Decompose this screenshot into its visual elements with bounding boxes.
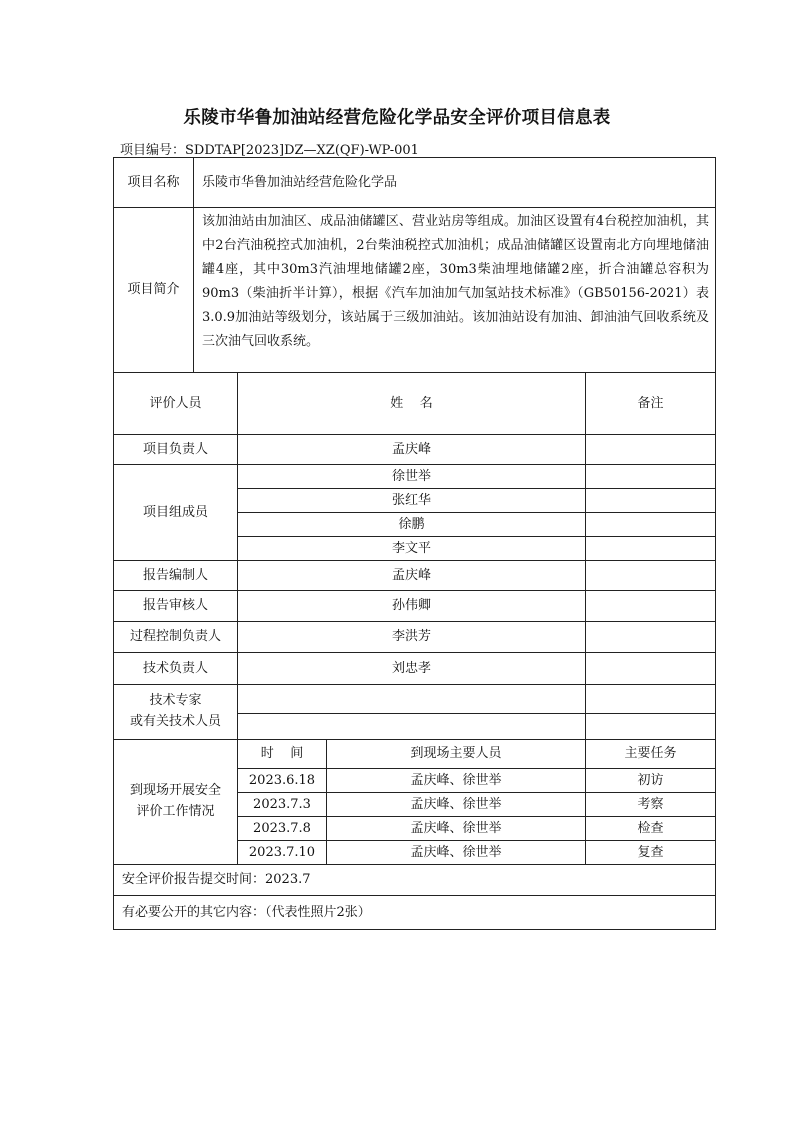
note-cell [586, 622, 716, 653]
member-name: 徐鹏 [238, 513, 586, 537]
note-cell [586, 489, 716, 513]
visit-people: 孟庆峰、徐世举 [327, 817, 586, 841]
leader-role: 项目负责人 [114, 435, 238, 465]
report-reviewer-role: 报告审核人 [114, 591, 238, 622]
expert-name-cell [238, 685, 586, 714]
visit-people: 孟庆峰、徐世举 [327, 769, 586, 793]
visit-task: 初访 [586, 769, 716, 793]
visit-time: 2023.7.3 [238, 793, 327, 817]
experts-role [114, 685, 238, 740]
project-name-value: 乐陵市华鲁加油站经营危险化学品 [194, 158, 716, 208]
process-controller-name: 李洪芳 [238, 622, 586, 653]
page-title: 乐陵市华鲁加油站经营危险化学品安全评价项目信息表 [183, 108, 611, 128]
member-name: 李文平 [238, 537, 586, 561]
note-cell [586, 561, 716, 591]
info-table [113, 157, 716, 930]
experts-role-line2: 或有关技术人员 [129, 714, 221, 729]
visits-role [114, 740, 238, 865]
expert-name-cell [238, 714, 586, 740]
member-name: 张红华 [238, 489, 586, 513]
project-name-label: 项目名称 [114, 158, 194, 208]
tech-lead-role: 技术负责人 [114, 653, 238, 685]
visit-task-header: 主要任务 [586, 740, 716, 769]
visit-people: 孟庆峰、徐世举 [327, 841, 586, 865]
visit-time: 2023.7.8 [238, 817, 327, 841]
visit-task: 检查 [586, 817, 716, 841]
report-reviewer-name: 孙伟卿 [238, 591, 586, 622]
visit-people: 孟庆峰、徐世举 [327, 793, 586, 817]
visit-people-header: 到现场主要人员 [327, 740, 586, 769]
staff-role-header: 评价人员 [114, 373, 238, 435]
visits-role-line1: 到现场开展安全 [129, 783, 221, 799]
process-controller-role: 过程控制负责人 [114, 622, 238, 653]
leader-name: 孟庆峰 [238, 435, 586, 465]
other-public-content: 有必要公开的其它内容：（代表性照片2张） [114, 896, 716, 930]
report-writer-role: 报告编制人 [114, 561, 238, 591]
visits-role-line2: 评价工作情况 [136, 804, 215, 819]
tech-lead-name: 刘忠孝 [238, 653, 586, 685]
staff-note-header: 备注 [586, 373, 716, 435]
project-number: 项目编号：SDDTAP[2023]DZ—XZ(QF)-WP-001 [120, 143, 419, 158]
members-role: 项目组成员 [114, 465, 238, 561]
visit-task: 复查 [586, 841, 716, 865]
note-cell [586, 653, 716, 685]
submit-time: 安全评价报告提交时间：2023.7 [114, 865, 716, 896]
member-name: 徐世举 [238, 465, 586, 489]
experts-role-line1: 技术专家 [149, 693, 202, 709]
note-cell [586, 685, 716, 714]
project-intro-value: 该加油站由加油区、成品油储罐区、营业站房等组成。加油区设置有4台税控加油机，其中2台汽油税控式加油机，2台柴油税控式加油机；成品油储罐区设置南北方向埋地储油罐4座，其中30m3汽油埋地储罐2座，30m3柴油埋地储罐2座，折合油罐总容积为90m3（柴油折半计算），根据《汽车加油加气加氢站技术标准》（GB50156-2021）表3.0.9加油站等级划分，该站属于三级加油站。该加油站设有加油、卸油油气回收系统及三次油气回收系统。 [194, 208, 716, 373]
note-cell [586, 591, 716, 622]
note-cell [586, 537, 716, 561]
visit-task: 考察 [586, 793, 716, 817]
report-writer-name: 孟庆峰 [238, 561, 586, 591]
note-cell [586, 513, 716, 537]
staff-name-header: 姓 名 [238, 373, 586, 435]
project-intro-label: 项目简介 [114, 208, 194, 373]
visit-time: 2023.7.10 [238, 841, 327, 865]
note-cell [586, 714, 716, 740]
visit-time: 2023.6.18 [238, 769, 327, 793]
note-cell [586, 435, 716, 465]
note-cell [586, 465, 716, 489]
visit-time-header: 时 间 [238, 740, 327, 769]
